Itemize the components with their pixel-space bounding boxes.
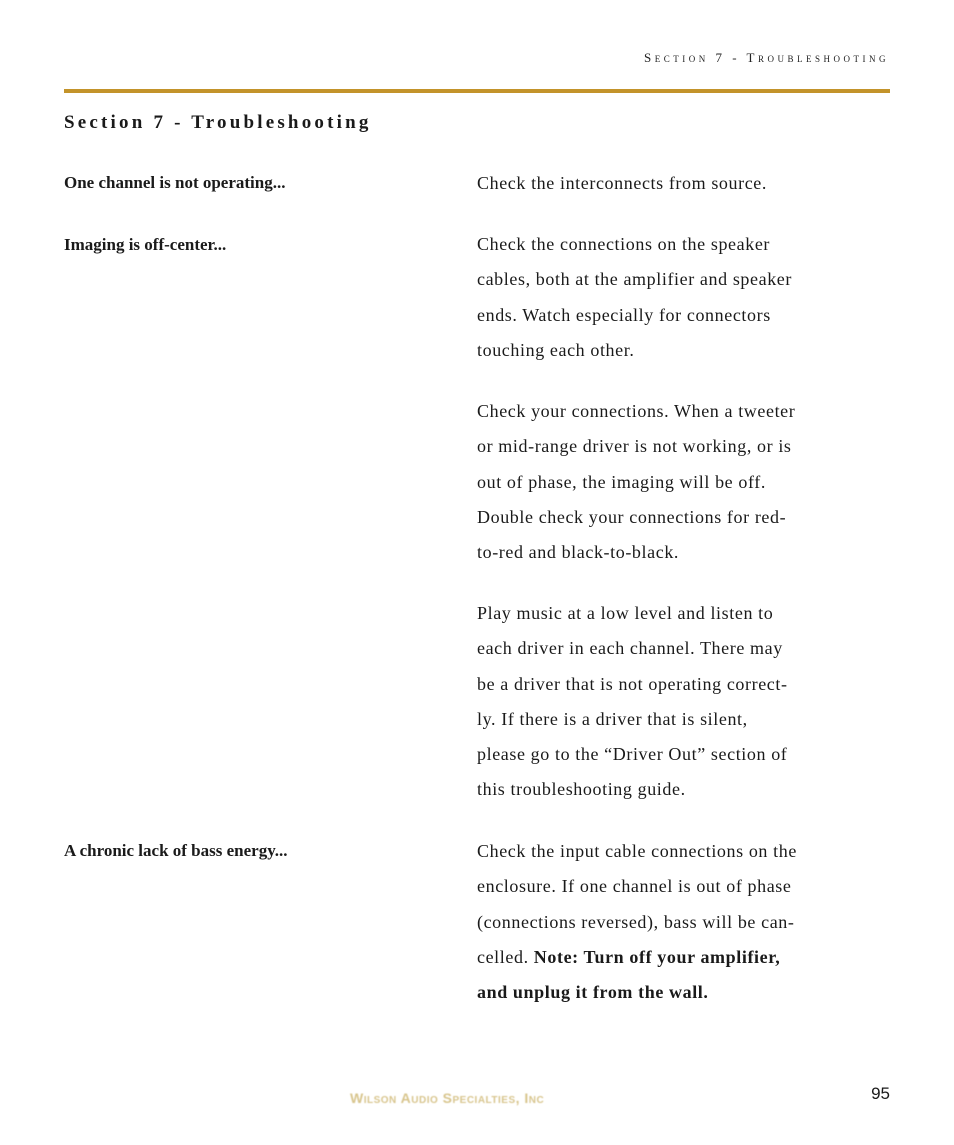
solution-imaging-3 — [477, 596, 897, 808]
solution-paragraph: Check the interconnects from source. — [477, 173, 768, 193]
header-rule — [64, 89, 890, 93]
solution-imaging-2 — [477, 394, 897, 570]
problem-one-channel: One channel is not operating... — [64, 173, 286, 192]
running-header: Section 7 - Troubleshooting — [643, 50, 889, 65]
solution-paragraph — [477, 834, 897, 1010]
solution-paragraph: Check the connections on the speaker cables, both at the amplifier and speaker ends. Watch especially for connectors touching each other. — [477, 234, 792, 360]
solution-note: Note: Turn off your amplifier, and unplug it from the wall. — [477, 946, 781, 1003]
footer-company-name: Wilson Audio Specialties, Inc — [350, 1090, 545, 1106]
solution-text: Check the input cable connections on the enclosure. If one channel is out of phase (connections reversed), bass will be can- celled. — [477, 841, 797, 967]
problem-imaging: Imaging is off-center... — [64, 235, 227, 254]
solution-bass — [477, 834, 897, 1010]
page-number: 95 — [871, 1084, 890, 1103]
problem-bass: A chronic lack of bass energy... — [64, 841, 288, 860]
solution-paragraph: Check your connections. When a tweeter or mid-range driver is not working, or is out of phase, the imaging will be off. Double check your connections for red- to-red and black-to-black. — [477, 401, 796, 563]
section-title: Section 7 - Troubleshooting — [64, 112, 372, 133]
solution-one-channel — [477, 166, 897, 201]
solution-paragraph: Play music at a low level and listen to each driver in each channel. There may be a driver that is not operating correct- ly. If there is a driver that is silent, please go to the “Driver Out” section of this troubleshooting guide. — [477, 603, 788, 800]
solution-imaging-1 — [477, 227, 897, 368]
